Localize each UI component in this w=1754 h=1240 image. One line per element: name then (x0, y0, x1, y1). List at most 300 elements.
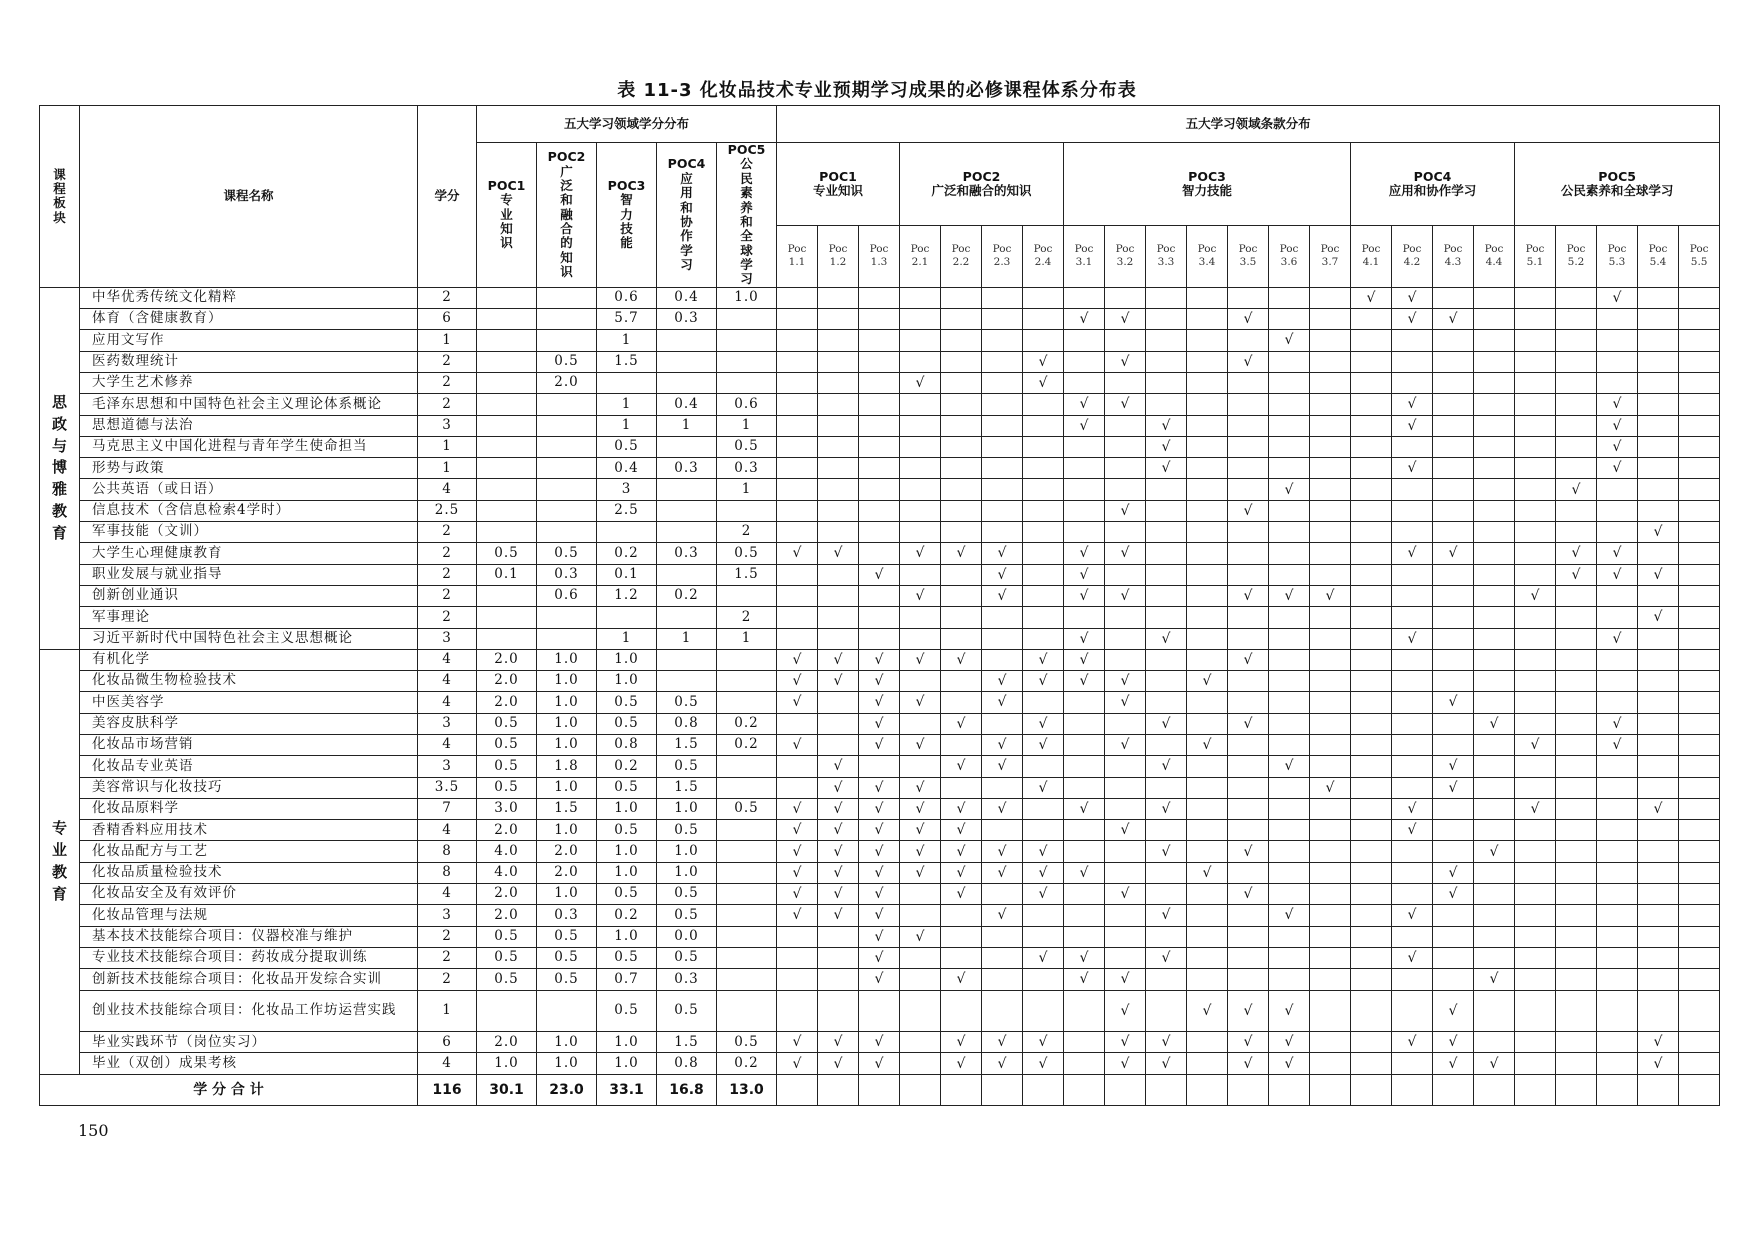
table-row (40, 884, 1720, 905)
empty-cell (1269, 947, 1310, 968)
check-mark: √ (1105, 1032, 1146, 1053)
empty-cell (1679, 969, 1720, 990)
sub-poc-number: 3.6 (1280, 256, 1298, 269)
empty-cell (900, 287, 941, 308)
header-credit-poc3 (597, 143, 657, 288)
empty-cell (1433, 947, 1474, 968)
empty-cell (1023, 309, 1064, 330)
empty-cell (1433, 841, 1474, 862)
empty-cell (1515, 905, 1556, 926)
empty-cell (1515, 628, 1556, 649)
empty-cell (982, 500, 1023, 521)
course-name: 毛泽东思想和中国特色社会主义理论体系概论 (80, 394, 418, 415)
empty-cell (1474, 394, 1515, 415)
poc-credit-value (717, 905, 777, 926)
poc-credit-value: 2 (717, 522, 777, 543)
empty-cell (1638, 415, 1679, 436)
empty-cell (1310, 543, 1351, 564)
empty-cell (1556, 756, 1597, 777)
course-credit: 2 (418, 351, 477, 372)
sub-poc-prefix: Poc (1320, 243, 1340, 256)
check-mark: √ (941, 756, 982, 777)
check-mark: √ (1228, 500, 1269, 521)
empty-cell (1310, 905, 1351, 926)
empty-cell (1146, 500, 1187, 521)
check-mark: √ (1187, 671, 1228, 692)
empty-cell (1556, 372, 1597, 393)
empty-cell (941, 564, 982, 585)
empty-cell (1064, 500, 1105, 521)
empty-cell (1310, 287, 1351, 308)
empty-cell (1146, 820, 1187, 841)
check-mark: √ (1392, 947, 1433, 968)
course-credit: 3 (418, 713, 477, 734)
total-poc-value: 30.1 (477, 1074, 537, 1105)
empty-cell (1679, 798, 1720, 819)
check-mark: √ (1269, 905, 1310, 926)
poc-credit-value: 0.5 (597, 436, 657, 457)
empty-cell (1638, 884, 1679, 905)
empty-cell (982, 458, 1023, 479)
course-credit: 4 (418, 671, 477, 692)
empty-cell (1064, 820, 1105, 841)
empty-cell (1228, 969, 1269, 990)
poc-credit-value (477, 330, 537, 351)
empty-cell (1064, 926, 1105, 947)
empty-cell (1228, 628, 1269, 649)
empty-cell (818, 628, 859, 649)
empty-cell (1187, 1032, 1228, 1053)
empty-cell (1187, 905, 1228, 926)
check-mark: √ (1310, 585, 1351, 606)
empty-cell (1597, 905, 1638, 926)
empty-cell (1023, 607, 1064, 628)
poc-credit-value: 0.5 (597, 990, 657, 1032)
poc-code: POC2 (547, 149, 586, 165)
check-mark: √ (1146, 628, 1187, 649)
poc-credit-value: 0.5 (537, 969, 597, 990)
empty-cell (1679, 628, 1720, 649)
poc-credit-value: 0.3 (657, 309, 717, 330)
check-mark: √ (1146, 436, 1187, 457)
poc-credit-value (717, 841, 777, 862)
table-row (40, 649, 1720, 670)
check-mark: √ (982, 798, 1023, 819)
empty-cell (1392, 436, 1433, 457)
empty-cell (1515, 287, 1556, 308)
course-credit: 8 (418, 862, 477, 883)
empty-cell (1064, 713, 1105, 734)
poc-credit-value: 1 (597, 628, 657, 649)
empty-cell (1556, 394, 1597, 415)
check-mark: √ (1269, 479, 1310, 500)
check-mark: √ (1556, 479, 1597, 500)
empty-cell (1597, 479, 1638, 500)
check-mark: √ (1105, 692, 1146, 713)
poc-credit-value: 1 (717, 628, 777, 649)
empty-cell (1064, 990, 1105, 1032)
empty-cell (1269, 649, 1310, 670)
empty-cell (1269, 884, 1310, 905)
header-sub-poc (1597, 225, 1638, 287)
poc-credit-value (537, 479, 597, 500)
empty-cell (900, 607, 941, 628)
empty-cell (1679, 394, 1720, 415)
check-mark: √ (859, 820, 900, 841)
empty-cell (859, 628, 900, 649)
empty-cell (1310, 458, 1351, 479)
empty-cell (1310, 351, 1351, 372)
empty-cell (1433, 564, 1474, 585)
empty-cell (1515, 713, 1556, 734)
empty-cell (1023, 1074, 1064, 1105)
empty-cell (1638, 820, 1679, 841)
poc-credit-value: 0.5 (477, 543, 537, 564)
header-segment-label: 课程板块 (53, 166, 66, 225)
empty-cell (818, 479, 859, 500)
poc-credit-value: 0.5 (597, 820, 657, 841)
poc-credit-value (537, 287, 597, 308)
poc-credit-value: 4.0 (477, 862, 537, 883)
course-name: 化妆品市场营销 (80, 734, 418, 755)
poc-credit-value (657, 436, 717, 457)
empty-cell (1556, 287, 1597, 308)
check-mark: √ (859, 734, 900, 755)
poc-credit-value: 0.5 (537, 947, 597, 968)
empty-cell (1556, 436, 1597, 457)
empty-cell (1351, 372, 1392, 393)
empty-cell (1515, 926, 1556, 947)
empty-cell (818, 415, 859, 436)
empty-cell (1228, 458, 1269, 479)
check-mark: √ (1597, 287, 1638, 308)
empty-cell (1638, 436, 1679, 457)
empty-cell (818, 947, 859, 968)
poc-credit-value: 0.4 (657, 394, 717, 415)
empty-cell (1310, 309, 1351, 330)
poc-label: 专业知识 (812, 182, 863, 198)
empty-cell (1228, 820, 1269, 841)
empty-cell (1228, 564, 1269, 585)
empty-cell (1556, 1074, 1597, 1105)
empty-cell (1064, 287, 1105, 308)
empty-cell (1146, 692, 1187, 713)
empty-cell (1679, 522, 1720, 543)
course-credit: 4 (418, 692, 477, 713)
course-name: 化妆品管理与法规 (80, 905, 418, 926)
check-mark: √ (1023, 841, 1064, 862)
empty-cell (1679, 607, 1720, 628)
empty-cell (1433, 436, 1474, 457)
poc-credit-value (597, 522, 657, 543)
poc-credit-value: 0.2 (717, 734, 777, 755)
empty-cell (1638, 862, 1679, 883)
sub-poc-number: 5.3 (1608, 256, 1626, 269)
header-sub-poc (1556, 225, 1597, 287)
poc-credit-value: 0.5 (477, 756, 537, 777)
empty-cell (941, 607, 982, 628)
poc-credit-value: 0.5 (597, 713, 657, 734)
poc-label: 广泛和融合的知识 (931, 182, 1032, 198)
empty-cell (1597, 862, 1638, 883)
total-poc-value: 13.0 (717, 1074, 777, 1105)
empty-cell (1064, 479, 1105, 500)
empty-cell (1023, 990, 1064, 1032)
poc-credit-value: 2.0 (537, 372, 597, 393)
poc-code: POC1 (487, 177, 526, 193)
empty-cell (900, 1032, 941, 1053)
empty-cell (1146, 330, 1187, 351)
poc-credit-value: 0.3 (537, 564, 597, 585)
empty-cell (1638, 777, 1679, 798)
empty-cell (1638, 969, 1679, 990)
check-mark: √ (1064, 309, 1105, 330)
empty-cell (1638, 287, 1679, 308)
empty-cell (1023, 905, 1064, 926)
sub-poc-prefix: Poc (992, 243, 1012, 256)
empty-cell (1597, 500, 1638, 521)
poc-code: POC2 (962, 168, 1001, 184)
poc-credit-value: 1.0 (537, 777, 597, 798)
empty-cell (1310, 820, 1351, 841)
check-mark: √ (859, 564, 900, 585)
empty-cell (818, 564, 859, 585)
empty-cell (1474, 649, 1515, 670)
empty-cell (941, 1074, 982, 1105)
empty-cell (1679, 500, 1720, 521)
empty-cell (1679, 947, 1720, 968)
empty-cell (1351, 1032, 1392, 1053)
check-mark: √ (1023, 884, 1064, 905)
empty-cell (1556, 947, 1597, 968)
empty-cell (1187, 436, 1228, 457)
course-name: 化妆品配方与工艺 (80, 841, 418, 862)
empty-cell (1064, 458, 1105, 479)
sub-poc-prefix: Poc (1484, 243, 1504, 256)
empty-cell (1433, 905, 1474, 926)
poc-credit-value: 0.5 (477, 777, 537, 798)
total-poc-value: 16.8 (657, 1074, 717, 1105)
poc-credit-value: 0.5 (657, 820, 717, 841)
empty-cell (941, 479, 982, 500)
empty-cell (1064, 330, 1105, 351)
empty-cell (1023, 330, 1064, 351)
empty-cell (941, 500, 982, 521)
empty-cell (1515, 500, 1556, 521)
poc-credit-value (477, 415, 537, 436)
course-name: 化妆品微生物检验技术 (80, 671, 418, 692)
empty-cell (1474, 692, 1515, 713)
check-mark: √ (1515, 734, 1556, 755)
empty-cell (1597, 585, 1638, 606)
check-mark: √ (1064, 649, 1105, 670)
poc-credit-value (717, 671, 777, 692)
sub-poc-prefix: Poc (910, 243, 930, 256)
poc-credit-value (537, 990, 597, 1032)
poc-credit-value (717, 649, 777, 670)
check-mark: √ (777, 1053, 818, 1074)
poc-credit-value: 2 (717, 607, 777, 628)
empty-cell (941, 287, 982, 308)
empty-cell (1433, 415, 1474, 436)
poc-credit-value: 0.5 (477, 926, 537, 947)
poc-code: POC4 (667, 156, 706, 172)
empty-cell (1638, 990, 1679, 1032)
sub-poc-prefix: Poc (869, 243, 889, 256)
check-mark: √ (900, 841, 941, 862)
check-mark: √ (982, 692, 1023, 713)
check-mark: √ (1064, 564, 1105, 585)
empty-cell (1187, 394, 1228, 415)
check-mark: √ (1105, 671, 1146, 692)
poc-credit-value (657, 500, 717, 521)
poc-credit-value (537, 309, 597, 330)
empty-cell (1146, 777, 1187, 798)
course-name: 思想道德与法治 (80, 415, 418, 436)
empty-cell (941, 905, 982, 926)
poc-credit-value (717, 309, 777, 330)
check-mark: √ (1392, 415, 1433, 436)
empty-cell (1351, 862, 1392, 883)
check-mark: √ (777, 734, 818, 755)
table-row (40, 777, 1720, 798)
poc-credit-value: 0.7 (597, 969, 657, 990)
course-name: 化妆品安全及有效评价 (80, 884, 418, 905)
empty-cell (1679, 841, 1720, 862)
table-row (40, 947, 1720, 968)
check-mark: √ (900, 649, 941, 670)
empty-cell (1515, 543, 1556, 564)
poc-credit-value (477, 458, 537, 479)
empty-cell (982, 415, 1023, 436)
empty-cell (777, 1074, 818, 1105)
check-mark: √ (1146, 713, 1187, 734)
empty-cell (1433, 820, 1474, 841)
empty-cell (1023, 926, 1064, 947)
poc-credit-value: 0.1 (597, 564, 657, 585)
empty-cell (1351, 734, 1392, 755)
empty-cell (1679, 330, 1720, 351)
check-mark: √ (818, 756, 859, 777)
empty-cell (1556, 1032, 1597, 1053)
empty-cell (982, 479, 1023, 500)
check-mark: √ (900, 820, 941, 841)
empty-cell (1146, 287, 1187, 308)
poc-credit-value: 1.0 (537, 713, 597, 734)
check-mark: √ (1023, 1032, 1064, 1053)
empty-cell (982, 990, 1023, 1032)
empty-cell (1433, 287, 1474, 308)
empty-cell (1310, 649, 1351, 670)
empty-cell (1433, 1074, 1474, 1105)
check-mark: √ (777, 1032, 818, 1053)
poc-credit-value: 1.0 (537, 1053, 597, 1074)
poc-credit-value: 4.0 (477, 841, 537, 862)
empty-cell (1515, 415, 1556, 436)
check-mark: √ (1105, 351, 1146, 372)
check-mark: √ (859, 905, 900, 926)
poc-credit-value: 0.5 (537, 351, 597, 372)
check-mark: √ (1105, 734, 1146, 755)
empty-cell (1105, 607, 1146, 628)
poc-credit-value (597, 607, 657, 628)
sub-poc-prefix: Poc (1648, 243, 1668, 256)
sub-poc-number: 3.1 (1075, 256, 1093, 269)
empty-cell (1433, 330, 1474, 351)
course-name: 有机化学 (80, 649, 418, 670)
table-row (40, 926, 1720, 947)
course-distribution-table (39, 105, 1720, 1106)
check-mark: √ (1433, 756, 1474, 777)
empty-cell (1679, 436, 1720, 457)
empty-cell (1023, 798, 1064, 819)
empty-cell (859, 458, 900, 479)
empty-cell (1228, 330, 1269, 351)
empty-cell (1187, 564, 1228, 585)
empty-cell (1515, 436, 1556, 457)
check-mark: √ (1392, 394, 1433, 415)
empty-cell (1228, 734, 1269, 755)
empty-cell (1556, 1053, 1597, 1074)
table-row (40, 969, 1720, 990)
poc-credit-value: 0.5 (657, 756, 717, 777)
check-mark: √ (818, 543, 859, 564)
check-mark: √ (1023, 777, 1064, 798)
poc-credit-value: 0.8 (597, 734, 657, 755)
header-sub-poc (1351, 225, 1392, 287)
poc-credit-value: 0.5 (657, 884, 717, 905)
check-mark: √ (982, 543, 1023, 564)
check-mark: √ (818, 777, 859, 798)
poc-credit-value (597, 372, 657, 393)
empty-cell (1187, 500, 1228, 521)
empty-cell (1269, 436, 1310, 457)
empty-cell (1187, 926, 1228, 947)
empty-cell (1064, 1074, 1105, 1105)
empty-cell (1351, 564, 1392, 585)
empty-cell (1310, 841, 1351, 862)
poc-credit-value: 1.0 (477, 1053, 537, 1074)
check-mark: √ (1269, 756, 1310, 777)
check-mark: √ (900, 926, 941, 947)
empty-cell (1556, 309, 1597, 330)
empty-cell (1597, 777, 1638, 798)
header-sub-poc (1638, 225, 1679, 287)
empty-cell (1638, 926, 1679, 947)
empty-cell (1269, 798, 1310, 819)
empty-cell (1146, 862, 1187, 883)
empty-cell (1597, 884, 1638, 905)
check-mark: √ (859, 649, 900, 670)
empty-cell (1679, 479, 1720, 500)
poc-credit-value (717, 969, 777, 990)
check-mark: √ (1269, 585, 1310, 606)
poc-code: POC3 (1188, 168, 1226, 184)
empty-cell (1392, 862, 1433, 883)
poc-credit-value (657, 671, 717, 692)
empty-cell (777, 628, 818, 649)
empty-cell (1146, 607, 1187, 628)
empty-cell (1515, 756, 1556, 777)
check-mark: √ (900, 692, 941, 713)
empty-cell (818, 926, 859, 947)
empty-cell (1351, 820, 1392, 841)
empty-cell (1556, 926, 1597, 947)
poc-credit-value: 2.0 (477, 671, 537, 692)
empty-cell (1228, 862, 1269, 883)
sub-poc-number: 3.5 (1239, 256, 1257, 269)
check-mark: √ (1638, 564, 1679, 585)
